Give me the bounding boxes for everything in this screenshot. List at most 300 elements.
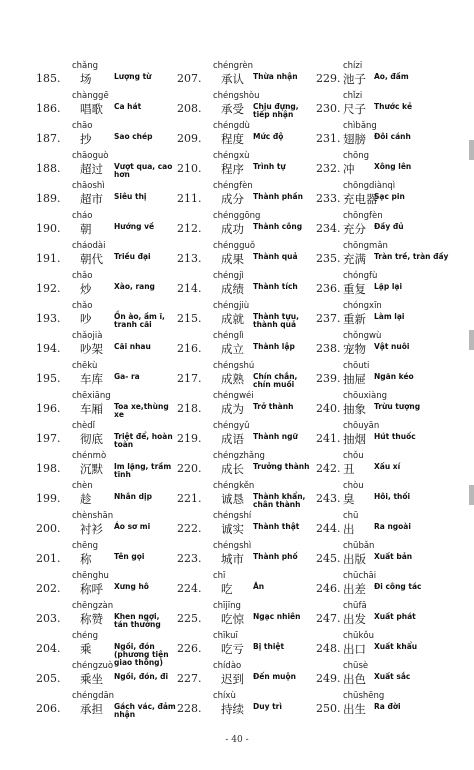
chinese-word: 朝 <box>80 222 92 236</box>
vietnamese-meaning: Ngồi, đón, đi <box>114 672 169 681</box>
entry-number: 222. <box>177 522 202 535</box>
pinyin-text: chǒngwù <box>343 331 382 341</box>
vietnamese-meaning: Ngồi, đón (phương tiện giao thông) <box>114 642 169 667</box>
pinyin-text: chéngshì <box>213 541 252 551</box>
vietnamese-meaning: Ồn ào, ầm ĩ, tranh cãi <box>114 312 165 329</box>
chinese-word: 承受 <box>221 102 244 116</box>
chinese-word: 程序 <box>221 162 244 176</box>
vietnamese-meaning: Xào, rang <box>114 282 155 291</box>
chinese-word: 出生 <box>343 702 366 716</box>
vietnamese-meaning: Gách vác, đảm nhận <box>114 702 176 719</box>
vocab-entry <box>316 330 466 360</box>
pinyin-text: chéngguǒ <box>213 241 256 251</box>
chinese-word: 彻底 <box>80 432 103 446</box>
pinyin-text: chéngwéi <box>213 391 254 401</box>
entry-number: 237. <box>316 312 341 325</box>
chinese-word: 诚恳 <box>221 492 244 506</box>
chinese-word: 成为 <box>221 402 244 416</box>
pinyin-text: chōngmǎn <box>343 241 388 251</box>
vocab-entry <box>36 660 174 690</box>
vocab-entry <box>36 270 174 300</box>
pinyin-text: chūsè <box>343 661 369 671</box>
chinese-word: 乘坐 <box>80 672 103 686</box>
chinese-word: 场 <box>80 72 92 86</box>
chinese-word: 超过 <box>80 162 103 176</box>
entry-number: 234. <box>316 222 341 235</box>
chinese-word: 超市 <box>80 192 103 206</box>
vocab-entry <box>36 120 174 150</box>
chinese-word: 称赞 <box>80 612 103 626</box>
chinese-word: 趁 <box>80 492 92 506</box>
vocab-entry <box>177 660 313 690</box>
vietnamese-meaning: Đầy đủ <box>374 222 404 231</box>
vietnamese-meaning: Xông lên <box>374 162 412 171</box>
entry-number: 211. <box>177 192 202 205</box>
vietnamese-meaning: Siêu thị <box>114 192 147 201</box>
vietnamese-meaning: Im lặng, trầm tĩnh <box>114 462 172 479</box>
vietnamese-meaning: Thành quả <box>253 252 298 261</box>
entry-number: 186. <box>36 102 61 115</box>
chinese-word: 承认 <box>221 72 244 86</box>
vocab-entry <box>36 360 174 390</box>
entry-number: 242. <box>316 462 341 475</box>
pinyin-text: chòu <box>343 481 364 491</box>
vietnamese-meaning: Thành tích <box>253 282 298 291</box>
pinyin-text: chēkù <box>72 361 98 371</box>
vietnamese-meaning: Vượt qua, cao hơn <box>114 162 173 179</box>
pinyin-text: chèn <box>72 481 93 491</box>
vocab-entry <box>316 270 466 300</box>
entry-number: 226. <box>177 642 202 655</box>
pinyin-text: chūchāi <box>343 571 377 581</box>
entry-number: 247. <box>316 612 341 625</box>
entry-number: 230. <box>316 102 341 115</box>
vocab-entry <box>177 630 313 660</box>
vietnamese-meaning: Trình tự <box>253 162 286 171</box>
entry-number: 233. <box>316 192 341 205</box>
pinyin-text: chìbǎng <box>343 121 377 131</box>
pinyin-text: chūkǒu <box>343 631 374 641</box>
entry-number: 213. <box>177 252 202 265</box>
vietnamese-meaning: Bị thiệt <box>253 642 285 651</box>
vocab-entry <box>36 510 174 540</box>
vietnamese-meaning: Đến muộn <box>253 672 296 681</box>
pinyin-text: chéngrèn <box>213 61 253 71</box>
vietnamese-meaning: Toa xe,thùng xe <box>114 402 169 419</box>
chinese-word: 出差 <box>343 582 366 596</box>
chinese-word: 成长 <box>221 462 244 476</box>
vocab-entry <box>316 240 466 270</box>
entry-number: 240. <box>316 402 341 415</box>
chinese-word: 宠物 <box>343 342 366 356</box>
chinese-word: 沉默 <box>80 462 103 476</box>
pinyin-text: chōuyān <box>343 421 380 431</box>
vocab-entry <box>36 90 174 120</box>
vietnamese-meaning: Trừu tượng <box>374 402 421 411</box>
entry-number: 239. <box>316 372 341 385</box>
chinese-word: 成果 <box>221 252 244 266</box>
vietnamese-meaning: Thành tựu, thành quả <box>253 312 299 329</box>
vietnamese-meaning: Triệt để, hoàn toàn <box>114 432 173 449</box>
entry-number: 206. <box>36 702 61 715</box>
vietnamese-meaning: Xuất phát <box>374 612 416 621</box>
pinyin-text: chāoguò <box>72 151 109 161</box>
vietnamese-meaning: Đôi cánh <box>374 132 411 141</box>
vietnamese-meaning: Sạc pin <box>374 192 405 201</box>
vocab-entry <box>36 210 174 240</box>
chinese-word: 城市 <box>221 552 244 566</box>
vietnamese-meaning: Ga- ra <box>114 372 140 381</box>
entry-number: 218. <box>177 402 202 415</box>
vietnamese-meaning: Ngạc nhiên <box>253 612 301 621</box>
entry-number: 221. <box>177 492 202 505</box>
vietnamese-meaning: Hút thuốc <box>374 432 416 441</box>
vocab-entry <box>316 600 466 630</box>
entry-number: 231. <box>316 132 341 145</box>
chinese-word: 乘 <box>80 642 92 656</box>
pinyin-text: chénggōng <box>213 211 261 221</box>
vocab-entry <box>177 390 313 420</box>
vocab-entry <box>177 450 313 480</box>
vocab-column-1 <box>36 60 174 720</box>
vietnamese-meaning: Cãi nhau <box>114 342 151 351</box>
chinese-word: 车库 <box>80 372 103 386</box>
entry-number: 225. <box>177 612 202 625</box>
vietnamese-meaning: Thành lập <box>253 342 295 351</box>
vietnamese-meaning: Tràn trề, tràn đầy <box>374 252 449 261</box>
chinese-word: 池子 <box>343 72 366 86</box>
vietnamese-meaning: Xấu xí <box>374 462 401 471</box>
chinese-word: 充分 <box>343 222 366 236</box>
edge-mark <box>469 330 474 350</box>
chinese-word: 称呼 <box>80 582 103 596</box>
entry-number: 187. <box>36 132 61 145</box>
vietnamese-meaning: Ca hát <box>114 102 142 111</box>
entry-number: 200. <box>36 522 61 535</box>
pinyin-text: chéng <box>72 631 99 641</box>
chinese-word: 成立 <box>221 342 244 356</box>
edge-mark <box>469 485 474 505</box>
vietnamese-meaning: Thành phố <box>253 552 298 561</box>
vocab-entry <box>36 570 174 600</box>
chinese-word: 抽象 <box>343 402 366 416</box>
entry-number: 207. <box>177 72 202 85</box>
chinese-word: 充满 <box>343 252 366 266</box>
chinese-word: 诚实 <box>221 522 244 536</box>
entry-number: 220. <box>177 462 202 475</box>
chinese-word: 出 <box>343 522 355 536</box>
vocab-entry <box>316 690 466 720</box>
vocab-entry <box>177 150 313 180</box>
entry-number: 192. <box>36 282 61 295</box>
entry-number: 243. <box>316 492 341 505</box>
entry-number: 224. <box>177 582 202 595</box>
chinese-word: 出发 <box>343 612 366 626</box>
pinyin-text: chōngfèn <box>343 211 383 221</box>
pinyin-text: chéngzhǎng <box>213 451 265 461</box>
vocab-entry <box>316 180 466 210</box>
vocab-entry <box>316 360 466 390</box>
chinese-word: 臭 <box>343 492 355 506</box>
vietnamese-meaning: Ra ngoài <box>374 522 411 531</box>
entry-number: 212. <box>177 222 202 235</box>
vocab-entry <box>36 150 174 180</box>
vocab-entry <box>316 630 466 660</box>
pinyin-text: chènshān <box>72 511 114 521</box>
chinese-word: 抄 <box>80 132 92 146</box>
chinese-word: 翅膀 <box>343 132 366 146</box>
vietnamese-meaning: Lượng từ <box>114 72 152 81</box>
pinyin-text: chéngshòu <box>213 91 260 101</box>
chinese-word: 朝代 <box>80 252 103 266</box>
entry-number: 235. <box>316 252 341 265</box>
entry-number: 228. <box>177 702 202 715</box>
entry-number: 236. <box>316 282 341 295</box>
entry-number: 185. <box>36 72 61 85</box>
vocab-entry <box>36 390 174 420</box>
vietnamese-meaning: Duy trì <box>253 702 282 711</box>
chinese-word: 尺子 <box>343 102 366 116</box>
vocab-entry <box>36 330 174 360</box>
vietnamese-meaning: Thành thật <box>253 522 300 531</box>
chinese-word: 冲 <box>343 162 355 176</box>
chinese-word: 出版 <box>343 552 366 566</box>
vietnamese-meaning: Vật nuôi <box>374 342 410 351</box>
entry-number: 215. <box>177 312 202 325</box>
vietnamese-meaning: Ngăn kéo <box>374 372 414 381</box>
pinyin-text: chénmò <box>72 451 107 461</box>
page-number: - 40 - <box>225 735 249 745</box>
entry-number: 190. <box>36 222 61 235</box>
entry-number: 203. <box>36 612 61 625</box>
chinese-word: 吵 <box>80 312 92 326</box>
chinese-word: 吃 <box>221 582 233 596</box>
chinese-word: 炒 <box>80 282 92 296</box>
vietnamese-meaning: Thành phần <box>253 192 303 201</box>
pinyin-text: chéngshú <box>213 361 255 371</box>
entry-number: 198. <box>36 462 61 475</box>
entry-number: 245. <box>316 552 341 565</box>
vietnamese-meaning: Đi công tác <box>374 582 422 591</box>
vietnamese-meaning: Xuất bản <box>374 552 413 561</box>
vocab-entry <box>36 600 174 630</box>
pinyin-text: chóngxīn <box>343 301 382 311</box>
chinese-word: 成就 <box>221 312 244 326</box>
vietnamese-meaning: Hướng về <box>114 222 155 231</box>
chinese-word: 抽屉 <box>343 372 366 386</box>
vocab-entry <box>316 570 466 600</box>
entry-number: 223. <box>177 552 202 565</box>
vocab-entry <box>316 510 466 540</box>
entry-number: 219. <box>177 432 202 445</box>
pinyin-text: chéngfèn <box>213 181 253 191</box>
vietnamese-meaning: Tên gọi <box>114 552 145 561</box>
chinese-word: 程度 <box>221 132 244 146</box>
pinyin-text: chī <box>213 571 226 581</box>
vocab-entry <box>177 330 313 360</box>
vocab-entry <box>316 60 466 90</box>
entry-number: 201. <box>36 552 61 565</box>
vocab-entry <box>177 60 313 90</box>
entry-number: 244. <box>316 522 341 535</box>
vocab-entry <box>36 540 174 570</box>
entry-number: 208. <box>177 102 202 115</box>
vocab-entry <box>316 90 466 120</box>
vietnamese-meaning: Thành công <box>253 222 303 231</box>
entry-number: 189. <box>36 192 61 205</box>
vietnamese-meaning: Làm lại <box>374 312 405 321</box>
vietnamese-meaning: Ra đời <box>374 702 401 711</box>
entry-number: 214. <box>177 282 202 295</box>
vocab-entry <box>177 360 313 390</box>
chinese-word: 吵架 <box>80 342 103 356</box>
chinese-word: 出色 <box>343 672 366 686</box>
vietnamese-meaning: Trở thành <box>253 402 294 411</box>
vocab-entry <box>177 120 313 150</box>
chinese-word: 成绩 <box>221 282 244 296</box>
vocab-entry <box>177 180 313 210</box>
entry-number: 229. <box>316 72 341 85</box>
pinyin-text: chījīng <box>213 601 241 611</box>
vietnamese-meaning: Thước kẻ <box>374 102 413 111</box>
chinese-word: 吃亏 <box>221 642 244 656</box>
vocab-entry <box>177 210 313 240</box>
chinese-word: 称 <box>80 552 92 566</box>
pinyin-text: chǎng <box>72 61 99 71</box>
entry-number: 216. <box>177 342 202 355</box>
entry-number: 238. <box>316 342 341 355</box>
pinyin-text: chōuxiàng <box>343 391 388 401</box>
chinese-word: 抽烟 <box>343 432 366 446</box>
vocab-entry <box>316 540 466 570</box>
entry-number: 227. <box>177 672 202 685</box>
chinese-word: 成语 <box>221 432 244 446</box>
vocab-column-3 <box>316 60 466 720</box>
entry-number: 188. <box>36 162 61 175</box>
entry-number: 210. <box>177 162 202 175</box>
pinyin-text: cháodài <box>72 241 106 251</box>
pinyin-text: chǒu <box>343 451 364 461</box>
pinyin-text: chūshēng <box>343 691 385 701</box>
entry-number: 246. <box>316 582 341 595</box>
chinese-word: 承担 <box>80 702 103 716</box>
chinese-word: 出口 <box>343 642 366 656</box>
pinyin-text: chànggē <box>72 91 109 101</box>
pinyin-text: chǐzi <box>343 91 363 101</box>
vocab-entry <box>177 540 313 570</box>
vocab-entry <box>36 420 174 450</box>
pinyin-text: chèdǐ <box>72 421 96 431</box>
pinyin-text: chéngxù <box>213 151 250 161</box>
vocab-entry <box>316 150 466 180</box>
vietnamese-meaning: Áo sơ mi <box>114 522 151 531</box>
vietnamese-meaning: Lặp lại <box>374 282 403 291</box>
vocab-entry <box>177 300 313 330</box>
pinyin-text: chéngyǔ <box>213 421 250 431</box>
pinyin-text: chōngdiànqì <box>343 181 396 191</box>
pinyin-text: cháo <box>72 211 93 221</box>
entry-number: 232. <box>316 162 341 175</box>
pinyin-text: chóngfù <box>343 271 378 281</box>
chinese-word: 唱歌 <box>80 102 103 116</box>
vocab-entry <box>316 120 466 150</box>
entry-number: 241. <box>316 432 341 445</box>
entry-number: 196. <box>36 402 61 415</box>
vocab-column-2 <box>177 60 313 720</box>
vocab-entry <box>36 240 174 270</box>
chinese-word: 衬衫 <box>80 522 103 536</box>
vocab-entry <box>177 480 313 510</box>
vietnamese-meaning: Hôi, thối <box>374 492 411 501</box>
entry-number: 217. <box>177 372 202 385</box>
entry-number: 250. <box>316 702 341 715</box>
chinese-word: 充电器 <box>343 192 378 206</box>
pinyin-text: chéngkěn <box>213 481 255 491</box>
pinyin-text: chūfā <box>343 601 367 611</box>
vocab-entry <box>177 270 313 300</box>
entry-number: 197. <box>36 432 61 445</box>
entry-number: 204. <box>36 642 61 655</box>
pinyin-text: chōuti <box>343 361 370 371</box>
vocab-entry <box>316 300 466 330</box>
entry-number: 249. <box>316 672 341 685</box>
pinyin-text: chēngzàn <box>72 601 114 611</box>
pinyin-text: chǎo <box>72 271 93 281</box>
chinese-word: 车厢 <box>80 402 103 416</box>
vocab-entry <box>36 180 174 210</box>
chinese-word: 吃惊 <box>221 612 244 626</box>
vietnamese-meaning: Ăn <box>253 582 265 591</box>
entry-number: 202. <box>36 582 61 595</box>
vietnamese-meaning: Xuất sắc <box>374 672 411 681</box>
chinese-word: 成分 <box>221 192 244 206</box>
chinese-word: 成功 <box>221 222 244 236</box>
pinyin-text: chéngjiù <box>213 301 250 311</box>
pinyin-text: chénglì <box>213 331 244 341</box>
pinyin-text: chōng <box>343 151 370 161</box>
vietnamese-meaning: Trưởng thành <box>253 462 310 471</box>
pinyin-text: chāoshì <box>72 181 105 191</box>
vocab-entry <box>177 240 313 270</box>
vocab-entry <box>36 450 174 480</box>
vocab-entry <box>36 60 174 90</box>
vocab-entry <box>316 210 466 240</box>
pinyin-text: chéngshí <box>213 511 252 521</box>
vietnamese-meaning: Xưng hô <box>114 582 149 591</box>
entry-number: 195. <box>36 372 61 385</box>
vietnamese-meaning: Ao, đầm <box>374 72 409 81</box>
pinyin-text: chéngjì <box>213 271 244 281</box>
pinyin-text: chūbǎn <box>343 541 375 551</box>
vietnamese-meaning: Mức độ <box>253 132 284 141</box>
chinese-word: 持续 <box>221 702 244 716</box>
entry-number: 191. <box>36 252 61 265</box>
pinyin-text: chéngdān <box>72 691 115 701</box>
chinese-word: 成熟 <box>221 372 244 386</box>
pinyin-text: chīkuī <box>213 631 238 641</box>
pinyin-text: chéngdù <box>213 121 250 131</box>
vocab-entry <box>177 510 313 540</box>
vocab-entry <box>177 690 313 720</box>
entry-number: 199. <box>36 492 61 505</box>
vocab-entry <box>177 90 313 120</box>
vietnamese-meaning: Thừa nhận <box>253 72 298 81</box>
chinese-word: 重复 <box>343 282 366 296</box>
vocab-entry <box>316 660 466 690</box>
vietnamese-meaning: Thành khẩn, chân thành <box>253 492 306 509</box>
entry-number: 209. <box>177 132 202 145</box>
vietnamese-meaning: Triều đại <box>114 252 151 261</box>
